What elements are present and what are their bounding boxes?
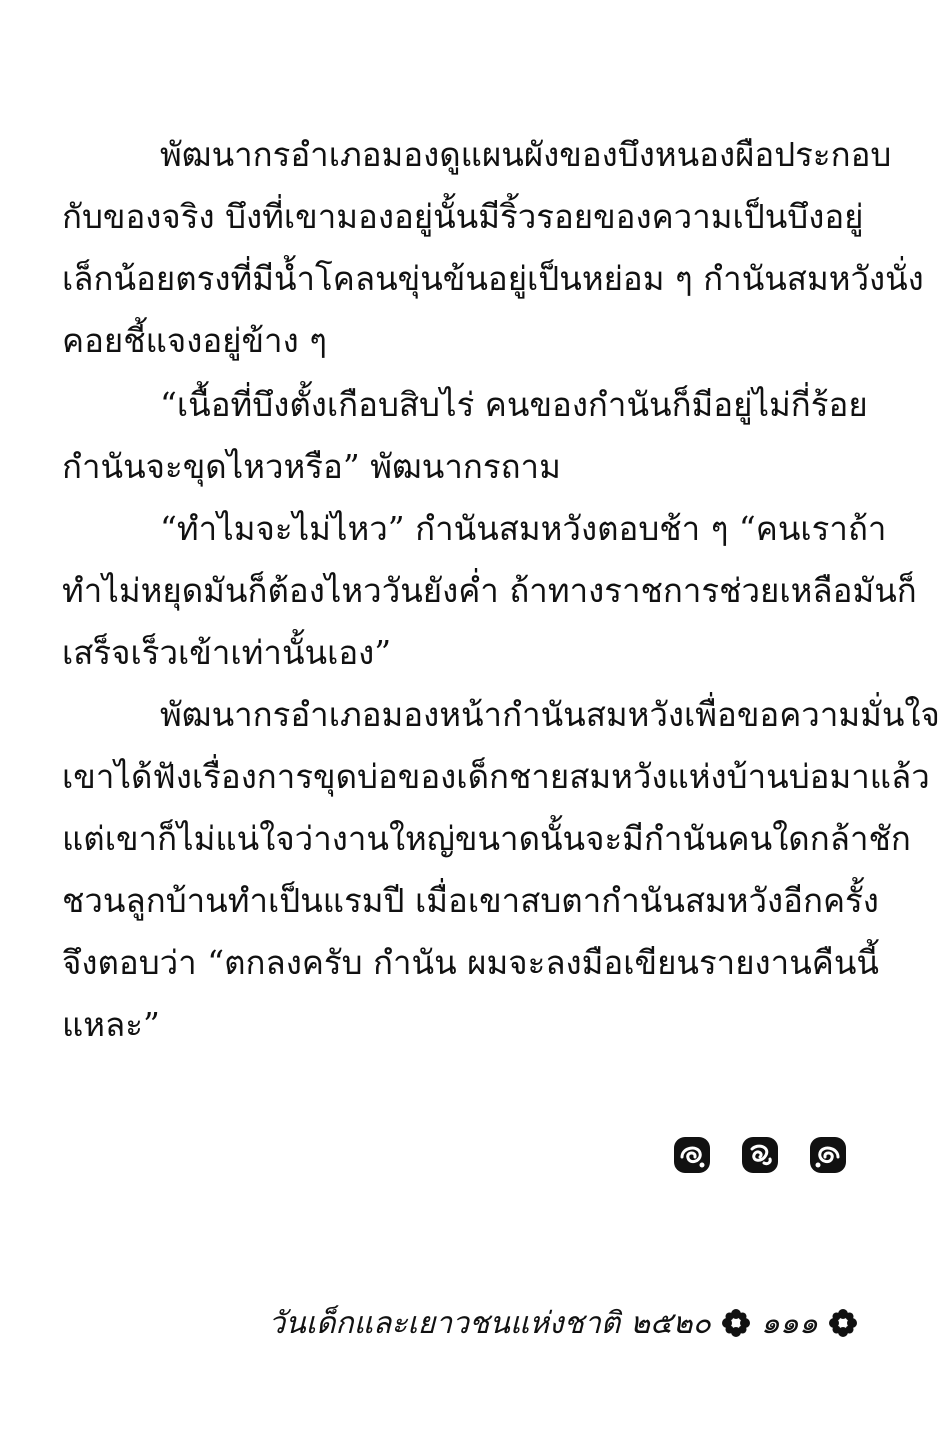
flower-ornament-icon	[828, 1308, 858, 1338]
paragraph-4-line-1: พัฒนากรอำเภอมองหน้ากำนันสมหวังเพื่อขอความมั่นใจ	[160, 695, 940, 734]
flower-ornament-icon	[721, 1308, 751, 1338]
swirl-ornament-icon	[740, 1135, 780, 1175]
paragraph-1-line-3: เล็กน้อยตรงที่มีน้ำโคลนขุ่นข้นอยู่เป็นหย่อม ๆ กำนันสมหวังนั่ง	[62, 259, 924, 298]
swirl-ornament-icon	[672, 1135, 712, 1175]
paragraph-4-line-6: แหละ”	[62, 1005, 160, 1044]
paragraph-2-line-2: กำนันจะขุดไหวหรือ” พัฒนากรถาม	[62, 447, 561, 486]
footer-title: วันเด็กและเยาวชนแห่งชาติ	[268, 1305, 621, 1341]
paragraph-1-line-1: พัฒนากรอำเภอมองดูแผนผังของบึงหนองผือประกอบ	[160, 135, 892, 174]
paragraph-4-line-5: จึงตอบว่า “ตกลงครับ กำนัน ผมจะลงมือเขียนรายงานคืนนี้	[62, 943, 879, 982]
footer-year: ๒๕๒๐	[630, 1305, 711, 1341]
paragraph-2-line-1: “เนื้อที่บึงตั้งเกือบสิบไร่ คนของกำนันก็มีอยู่ไม่กี่ร้อย	[160, 385, 868, 424]
page-footer	[268, 1300, 858, 1346]
paragraph-3-line-2: ทำไม่หยุดมันก็ต้องไหววันยังค่ำ ถ้าทางราชการช่วยเหลือมันก็	[62, 571, 917, 610]
swirl-ornament-icon	[808, 1135, 848, 1175]
footer-page-number: ๑๑๑	[760, 1305, 818, 1341]
paragraph-4-line-2: เขาได้ฟังเรื่องการขุดบ่อของเด็กชายสมหวังแห่งบ้านบ่อมาแล้ว	[62, 757, 930, 796]
paragraph-1-line-4: คอยชี้แจงอยู่ข้าง ๆ	[62, 321, 327, 360]
paragraph-4-line-4: ชวนลูกบ้านทำเป็นแรมปี เมื่อเขาสบตากำนันสมหวังอีกครั้ง	[62, 881, 879, 920]
section-end-ornaments	[672, 1135, 848, 1179]
paragraph-3-line-1: “ทำไมจะไม่ไหว” กำนันสมหวังตอบช้า ๆ “คนเราถ้า	[160, 509, 887, 548]
paragraph-4-line-3: แต่เขาก็ไม่แน่ใจว่างานใหญ่ขนาดนั้นจะมีกำนันคนใดกล้าชัก	[62, 819, 911, 858]
paragraph-3-line-3: เสร็จเร็วเข้าเท่านั้นเอง”	[62, 633, 392, 672]
paragraph-1-line-2: กับของจริง บึงที่เขามองอยู่นั้นมีริ้วรอยของความเป็นบึงอยู่	[62, 197, 864, 236]
